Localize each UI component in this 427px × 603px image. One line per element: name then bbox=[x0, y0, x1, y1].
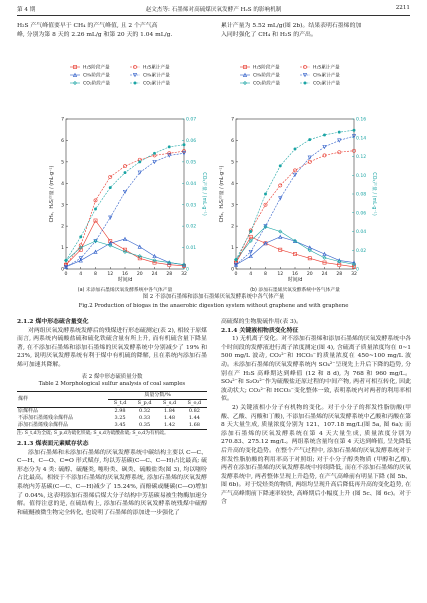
x-tick-label: 0 bbox=[64, 272, 68, 277]
y2-tick-label: 0.07 bbox=[186, 117, 197, 123]
top-right-text bbox=[221, 22, 411, 39]
table-header: S_p,d bbox=[137, 399, 152, 406]
y2-tick-label: 0.04 bbox=[186, 181, 197, 187]
text-line: 累计产量为 5.52 mL/g(图 2b)。结果表明石墨烯的加 bbox=[221, 23, 362, 29]
y-tick-label: 0 bbox=[231, 267, 234, 273]
y2-tick-label: 0.06 bbox=[356, 211, 367, 217]
x-tick-label: 32 bbox=[181, 272, 187, 277]
y2-tick-label: 0.10 bbox=[356, 173, 367, 179]
x-tick-label: 28 bbox=[166, 272, 173, 277]
table-cell: 0.32 bbox=[132, 407, 157, 415]
paragraph: 添加石墨烯和未添加石墨烯的厌氧发酵系统中碳结构主要以 C—C、C—H、C—O、C=O 形式赋存, 均以芳基碳(C—C、C—H)占比最高; 硫形态分为 4 类: 硫醇、硫醚类, 噻吩类、砜类、硫酸盐类(图 3), 均以噻吩占比最高。相较于不添加石墨烯的厌氧发酵系统, 添加石墨烯的厌氧发酵系统内芳基碳(C—C、C—H)减少了 15.24%, 而酚碳或醚碳(C—O)增加了 0.04%, 这表明添加石墨烯后煤大分子结构中芳基碳易被生物酶加速分解。值得注意的是, 在硫结构上, 添加石墨烯的厌氧发酵系统残煤中硫醇和硫醚被微生物完全转化, 也说明了石墨烯的添加进一步强化了 bbox=[17, 449, 207, 516]
table-cell: 0.35 bbox=[132, 422, 157, 430]
data-point bbox=[264, 193, 267, 196]
data-point bbox=[323, 133, 326, 136]
data-point bbox=[308, 160, 311, 163]
section-heading-2-1-4: 2.1.4 关键液相物质变化特征 bbox=[221, 326, 299, 334]
text-line: 峰, 分别为第 8 天的 2.26 mL/g 和第 20 天的 1.04 mL/g. bbox=[17, 31, 173, 38]
data-point bbox=[168, 154, 171, 157]
issue-number: 第 4 期 bbox=[17, 7, 36, 13]
y-axis-label: CH₄、H₂S产量 / (mL·g⁻¹) bbox=[50, 165, 55, 223]
table-cell: 1.68 bbox=[182, 422, 207, 430]
y2-tick-label: 0 bbox=[186, 267, 189, 273]
table-note: 注: S_t,d为全硫; S_p,d为硫化铁硫; S_s,d为硫酸盐硫; S_o,d为有机硫。 bbox=[17, 430, 169, 436]
x-tick-label: 16 bbox=[122, 272, 128, 277]
y-tick-label: 0 bbox=[61, 267, 64, 273]
table-cell: 0.33 bbox=[139, 414, 151, 421]
top-left-text bbox=[17, 22, 207, 39]
section-heading-2-1-2: 2.1.2 煤中形态硫含量变化 bbox=[17, 318, 89, 325]
legend-label: CO₂阶段产量 bbox=[83, 81, 111, 87]
data-point bbox=[65, 259, 68, 262]
series-line bbox=[236, 227, 354, 265]
data-point bbox=[183, 143, 186, 146]
left-column bbox=[17, 318, 207, 517]
legend-label: CH₄阶段产量 bbox=[83, 73, 110, 79]
y-tick-label: 1 bbox=[61, 246, 64, 252]
figure-caption-en: Fig.2 Production of biogas in the anaerobic digestion system without graphene and with graphene bbox=[78, 303, 349, 309]
x-tick-label: 12 bbox=[277, 272, 284, 277]
table-row bbox=[17, 407, 207, 415]
x-tick-label: 20 bbox=[136, 272, 143, 277]
table-header: S_o,d bbox=[187, 399, 202, 406]
table-cell: 不添加石墨烯残余煤样品 bbox=[18, 414, 74, 421]
x-tick-label: 32 bbox=[351, 272, 357, 277]
legend-label: H₂S阶段产量 bbox=[253, 65, 280, 71]
x-tick-label: 8 bbox=[94, 272, 97, 277]
data-point bbox=[338, 139, 341, 142]
section-heading-2-1-3: 2.1.3 煤表面元素赋存状态 bbox=[17, 440, 89, 448]
page-number: 2211 bbox=[395, 5, 410, 11]
y2-axis-label: CO₂产量 / (mL·g⁻¹) bbox=[201, 172, 206, 216]
table-header: S_s,d bbox=[162, 399, 177, 406]
legend-label: CO₂阶段产量 bbox=[253, 81, 281, 87]
series-line bbox=[66, 151, 184, 265]
y2-tick-label: 0.01 bbox=[186, 246, 197, 252]
data-point bbox=[294, 148, 297, 151]
data-point bbox=[293, 173, 296, 176]
y2-tick-label: 0.03 bbox=[186, 203, 197, 209]
data-point bbox=[279, 184, 282, 187]
y-tick-label: 4 bbox=[231, 181, 234, 187]
y2-tick-label: 0 bbox=[356, 267, 359, 273]
series-line bbox=[236, 136, 354, 265]
y2-tick-label: 0.12 bbox=[356, 155, 367, 161]
y2-tick-label: 0.02 bbox=[356, 248, 367, 254]
text-line: 入同时强化了 CH₄ 和 H₂S 的产出。 bbox=[221, 31, 317, 38]
data-point bbox=[338, 131, 341, 134]
data-point bbox=[124, 171, 127, 174]
legend-label: H₂S阶段产量 bbox=[83, 65, 110, 71]
y-tick-label: 2 bbox=[61, 224, 64, 230]
table-caption-zh: 表 2 煤中形态硫质量分数 bbox=[81, 373, 143, 380]
header-rule bbox=[17, 15, 410, 16]
y2-tick-label: 0.14 bbox=[356, 136, 367, 142]
data-point bbox=[109, 186, 112, 189]
table-cell: 0.82 bbox=[182, 407, 207, 415]
x-axis-label: 时间/d bbox=[287, 277, 303, 283]
table-cell: 1.48 bbox=[163, 414, 176, 421]
y2-tick-label: 0.04 bbox=[356, 230, 367, 236]
table-row-head: 煤样 bbox=[17, 391, 108, 407]
data-point bbox=[249, 230, 252, 233]
paragraph: 对两组厌氧发酵系统发酵后的残煤进行形态硫测定(表 2), 相较于原煤而言, 两系统内硫酸盐硫和硫化铁硫含量有所上升, 而有机硫含量下降显著, 在不添加石墨烯和添加石墨烯的厌氧发酵系统中分别减少了 19% 和 23%, 说明厌氧发酵系统有利于煤中有机硫的降解, 且在系统内添加石墨烯可加速其降解。 bbox=[17, 327, 207, 368]
x-tick-label: 4 bbox=[79, 272, 83, 277]
data-point bbox=[304, 82, 307, 85]
paragraph: 1) 无机离子变化。对不添加石墨烯和添加石墨烯的厌氧发酵系统中各个时间段的发酵液进行离子浓度测定(图 4), 含硫离子质量浓度均在 0~1 500 mg/L 波动, CO₃²⁻和 HCO₃⁻的质量浓度在 450~100 mg/L 波动。未添加石墨烯的厌氧发酵系统内 SO₄²⁻呈现先上升后下降的趋势, 分别在产 H₂S 高峰期达到峰值 (12 和 8 d), 为 768 和 960 mg/L。SO₄²⁻和 S₂O₃²⁻作为硫酸盐还原过程的中间产物, 两者可相互转化, 因此波动状大; CO₃²⁻和 HCO₃⁻变化整体一致, 表明系统内对两者的利用率相似。 bbox=[221, 336, 411, 403]
chart-panel-a bbox=[48, 64, 208, 293]
y-tick-label: 7 bbox=[61, 117, 64, 123]
legend-label: CH₄阶段产量 bbox=[253, 73, 280, 79]
figure-2 bbox=[44, 59, 384, 294]
table-row bbox=[17, 422, 207, 430]
legend-label: CO₂累计产量 bbox=[143, 81, 171, 87]
y-tick-label: 6 bbox=[61, 139, 64, 145]
y-tick-label: 3 bbox=[61, 203, 64, 209]
running-title: 赵文杰等: 石墨烯对高硫煤厌氧发酵产 H₂S 的影响机制 bbox=[145, 7, 282, 13]
table-cell: 3.25 bbox=[114, 414, 126, 421]
y2-tick-label: 0.05 bbox=[186, 160, 197, 166]
y2-tick-label: 0.02 bbox=[186, 224, 197, 230]
table-cell: 3.45 bbox=[108, 422, 132, 430]
data-point bbox=[79, 235, 82, 238]
x-axis-label: 时间/d bbox=[117, 277, 133, 283]
running-header bbox=[17, 2, 410, 14]
data-point bbox=[235, 258, 238, 261]
y-tick-label: 5 bbox=[231, 160, 234, 166]
data-point bbox=[123, 165, 126, 168]
data-point bbox=[134, 82, 137, 85]
table-cell: 原煤样品 bbox=[17, 407, 108, 415]
x-tick-label: 24 bbox=[321, 272, 328, 277]
x-tick-label: 24 bbox=[151, 272, 158, 277]
legend-label: CH₄累计产量 bbox=[143, 73, 170, 79]
x-tick-label: 12 bbox=[107, 272, 114, 277]
figure-caption-zh: 图 2 不添加石墨烯和添加石墨烯厌氧发酵系统中各气体产量 bbox=[142, 294, 285, 300]
data-point bbox=[153, 152, 156, 155]
series-line bbox=[66, 239, 184, 267]
data-point bbox=[353, 129, 356, 132]
legend-label: CO₂累计产量 bbox=[313, 81, 341, 87]
x-tick-label: 28 bbox=[336, 272, 343, 277]
table-col-group: 质量分数/% bbox=[108, 391, 207, 399]
y-tick-label: 2 bbox=[231, 224, 234, 230]
panel-caption: (b) 添加石墨烯厌氧发酵系统中各气体产量 bbox=[250, 288, 340, 293]
y-axis-label: CH₄、H₂S产量 / (mL·g⁻¹) bbox=[220, 165, 225, 223]
table-cell: 2.98 bbox=[108, 407, 132, 415]
x-tick-label: 20 bbox=[306, 272, 313, 277]
table-header: S_t,d bbox=[113, 399, 127, 406]
x-tick-label: 4 bbox=[249, 272, 253, 277]
x-tick-label: 0 bbox=[234, 272, 238, 277]
series-line bbox=[66, 145, 184, 261]
sulfur-table bbox=[17, 391, 207, 430]
y-tick-label: 4 bbox=[61, 181, 64, 187]
table-cell: 添加石墨烯残余煤样品 bbox=[17, 422, 108, 430]
y-tick-label: 6 bbox=[231, 139, 234, 145]
table-caption-en: Table 2 Morphological sulfur analysis of coal samples bbox=[38, 381, 186, 388]
paragraph: 2) 关键液相小分子有机物的变化。对于小分子的挥发性脂肪酸(甲酸、乙酸、丙酸和丁酸), 不添加石墨烯的厌氧发酵系统中乙酸和丙酸在第 8 天大量生成, 质量浓度分别为 121、107.18 mg/L(图 5a, 图 6a); 而添加石墨烯的厌氧发酵系统在第 4 天大量生成, 质量浓度分别为 270.83、275.12 mg/L。两组系统含量均在第 4 天达到峰值, 呈先降低后升高的变化趋势。在整个产气过程中, 添加石墨烯的厌氧发酵系统对于挥发性脂肪酸的利用率高于对照组; 对于小分子醇类物质 (甲醇和乙醇), 两者在添加石墨烯的厌氧发酵系统中持续降低, 而在不添加石墨烯的厌氧发酵系统中, 两者整体呈现上升趋势, 在产气高峰前有明显下降 (图 5b、图 6b)。对于烷烃类的物质, 两组均呈现升高后降低再升高的变化趋势, 在产气高峰期前下降速率较快, 高峰期后小幅度上升 (图 5c、图 6c)。对于含 bbox=[221, 404, 412, 506]
chart-panel-b bbox=[218, 64, 378, 293]
x-tick-label: 8 bbox=[264, 272, 267, 277]
y2-tick-label: 0.16 bbox=[356, 117, 367, 123]
data-point bbox=[279, 164, 282, 167]
table-cell: 1.44 bbox=[188, 414, 200, 421]
y2-axis-label: CO₂产量 / (mL·g⁻¹) bbox=[371, 172, 376, 216]
y-tick-label: 1 bbox=[231, 246, 234, 252]
data-point bbox=[168, 145, 171, 148]
y2-tick-label: 0.06 bbox=[186, 139, 197, 145]
data-point bbox=[138, 160, 141, 163]
table-cell: 1.42 bbox=[157, 422, 181, 430]
y2-tick-label: 0.08 bbox=[356, 192, 367, 198]
legend-label: CH₄累计产量 bbox=[313, 73, 340, 79]
table-cell: 1.84 bbox=[157, 407, 181, 415]
paragraph: 高硫煤的生物脱硫作用(表 3)。 bbox=[221, 319, 302, 325]
data-point bbox=[94, 208, 97, 211]
text-line: H₂S 产气峰值要早于 CH₄ 的产气峰值, 且 2 个产气高 bbox=[17, 23, 158, 29]
y-tick-label: 3 bbox=[231, 203, 234, 209]
right-column bbox=[221, 318, 411, 507]
y-tick-label: 7 bbox=[231, 117, 234, 123]
y-tick-label: 5 bbox=[61, 160, 64, 166]
x-tick-label: 16 bbox=[292, 272, 298, 277]
legend-label: H₂S累计产量 bbox=[313, 65, 340, 71]
table-row bbox=[17, 415, 207, 422]
data-point bbox=[308, 138, 311, 141]
panel-caption: (a) 未添加石墨烯厌氧发酵系统中各气体产量 bbox=[77, 288, 173, 293]
series-line bbox=[236, 151, 354, 263]
legend-label: H₂S累计产量 bbox=[143, 65, 170, 71]
